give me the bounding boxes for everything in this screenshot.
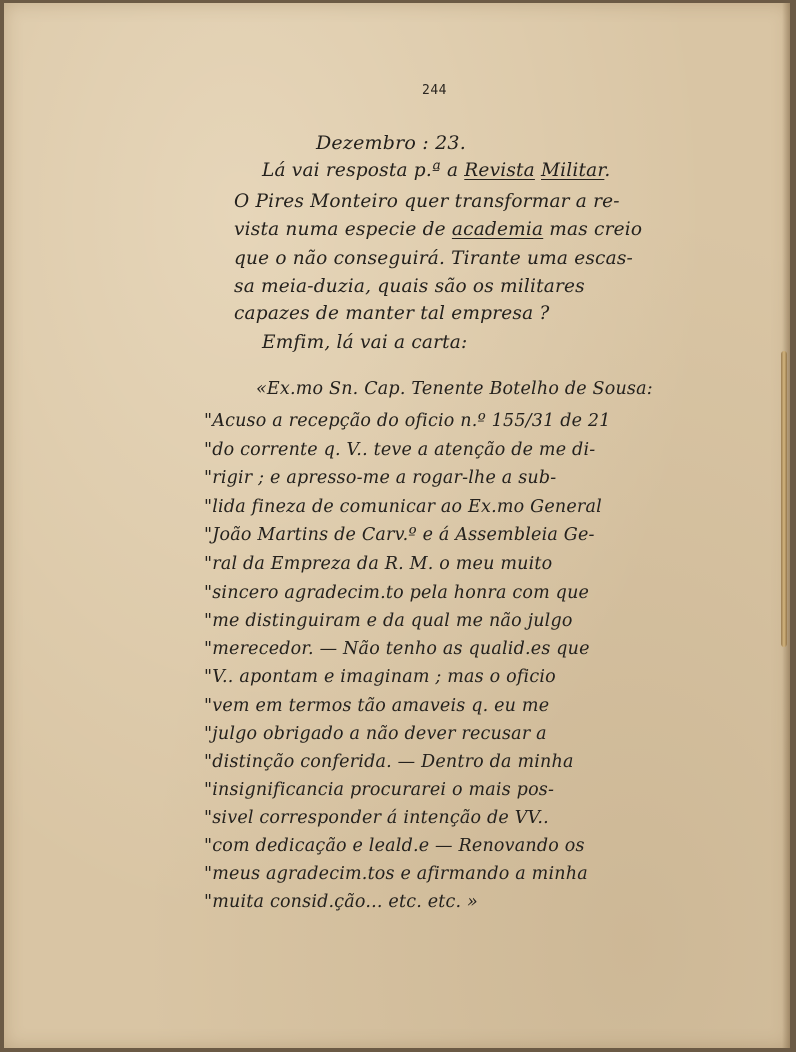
binding-spine-edge bbox=[781, 351, 787, 647]
letter-line: "Acuso a recepção do oficio n.º 155/31 de 21 bbox=[204, 411, 611, 431]
page-number: 244 bbox=[422, 83, 447, 98]
letter-line: "distinção conferida. — Dentro da minha bbox=[204, 752, 574, 772]
entry-line-7 bbox=[262, 331, 467, 355]
letter-line: "me distinguiram e da qual me não julgo bbox=[204, 611, 573, 631]
entry-line-2-text: O Pires Monteiro quer transformar a re- bbox=[234, 191, 620, 212]
letter-line: "rigir ; e apresso-me a rogar-lhe a sub- bbox=[204, 468, 557, 488]
letter-closing: "muita consid.ção... etc. etc. » bbox=[204, 892, 478, 912]
militar-underlined: Militar bbox=[541, 160, 605, 181]
entry-line-7-text: Emfim, lá vai a carta: bbox=[262, 332, 468, 353]
letter-line: "julgo obrigado a não dever recusar a bbox=[204, 724, 547, 744]
entry-line-5-text: sa meia-duzia, quais são os militares bbox=[234, 276, 585, 297]
letter-line: "sincero agradecim.to pela honra com que bbox=[204, 583, 590, 603]
entry-line-3-text-b: mas creio bbox=[543, 219, 643, 240]
entry-line-6-text: capazes de manter tal empresa ? bbox=[234, 303, 550, 324]
entry-line-4-text: que o não conseguirá. Tirante uma escas- bbox=[234, 248, 633, 269]
entry-line-6 bbox=[234, 302, 550, 326]
letter-line: "vem em termos tão amaveis q. eu me bbox=[204, 696, 550, 716]
entry-line-3-text-a: vista numa especie de bbox=[234, 219, 452, 240]
entry-line-1-text-a: Lá vai resposta p.ª a bbox=[262, 160, 465, 181]
entry-line-5 bbox=[234, 275, 585, 299]
academia-underlined: academia bbox=[451, 219, 544, 240]
revista-underlined: Revista bbox=[464, 160, 535, 181]
letter-line: "meus agradecim.tos e afirmando a minha bbox=[204, 864, 588, 884]
letter-line: "V.. apontam e imaginam ; mas o oficio bbox=[204, 667, 556, 687]
letter-line: "João Martins de Carv.º e á Assembleia Ge- bbox=[204, 525, 595, 545]
letter-line: "sivel corresponder á intenção de VV.. bbox=[204, 808, 549, 828]
letter-line: "do corrente q. V.. teve a atenção de me di- bbox=[204, 440, 596, 460]
entry-line-2 bbox=[234, 190, 620, 214]
entry-line-1 bbox=[262, 159, 610, 183]
manuscript-page bbox=[4, 3, 790, 1048]
letter-line: "merecedor. — Não tenho as qualid.es que bbox=[204, 639, 590, 659]
letter-line: "com dedicação e leald.e — Renovando os bbox=[204, 836, 585, 856]
entry-line-3 bbox=[234, 218, 642, 242]
letter-salutation: «Ex.mo Sn. Cap. Tenente Botelho de Sousa: bbox=[256, 379, 653, 399]
letter-line: "lida fineza de comunicar ao Ex.mo General bbox=[204, 497, 602, 517]
letter-line: "ral da Empreza da R. M. o meu muito bbox=[204, 554, 553, 574]
letter-line: "insignificancia procurarei o mais pos- bbox=[204, 780, 555, 800]
entry-date: Dezembro : 23. bbox=[316, 132, 466, 154]
entry-line-1-period: . bbox=[604, 160, 611, 181]
entry-line-4 bbox=[234, 247, 633, 271]
